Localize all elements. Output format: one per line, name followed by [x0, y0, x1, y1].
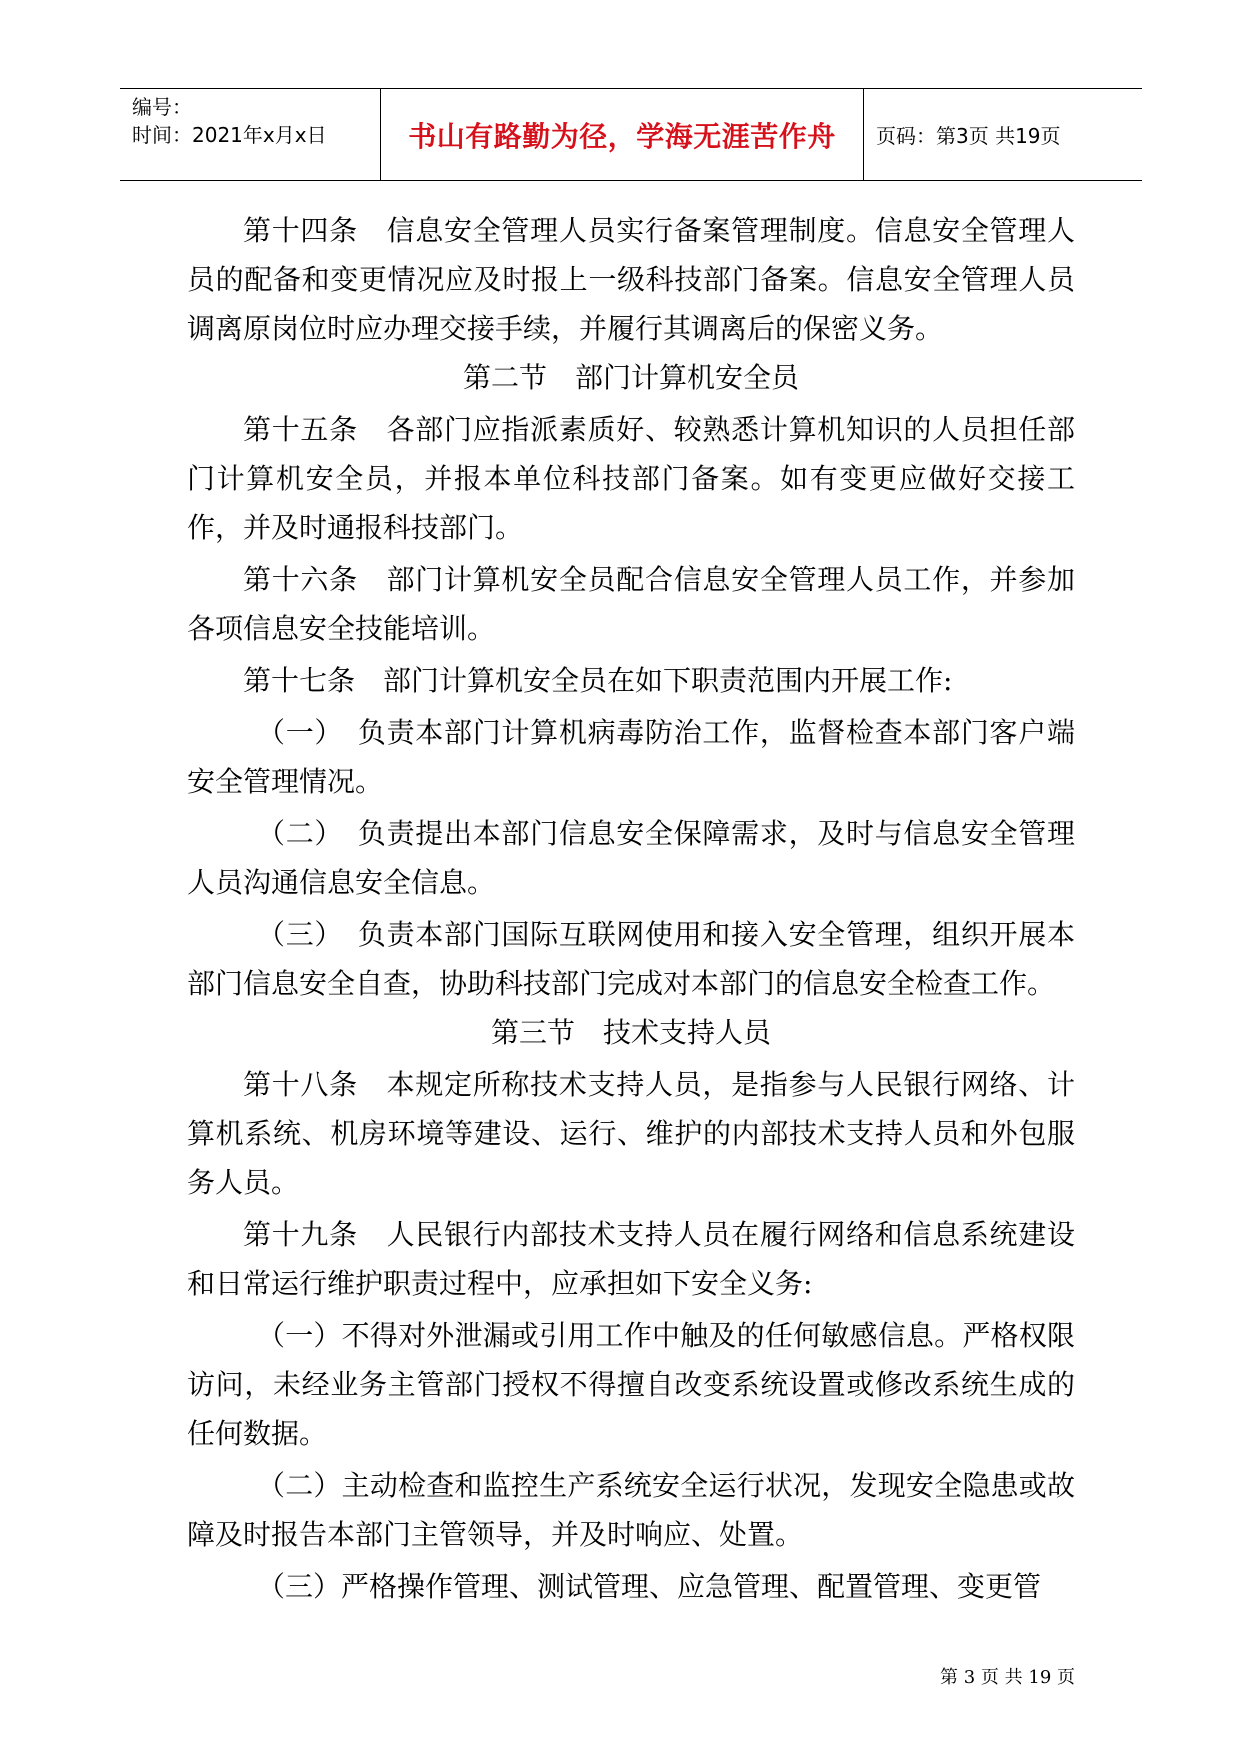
article-18: 第十八条 本规定所称技术支持人员，是指参与人民银行网络、计算机系统、机房环境等建设、运行、维护的内部技术支持人员和外包服务人员。: [187, 1068, 1075, 1199]
article-17-item-1: （一） 负责本部门计算机病毒防治工作，监督检查本部门客户端安全管理情况。: [187, 716, 1075, 798]
document-header: [120, 88, 1142, 181]
article-17: 第十七条 部门计算机安全员在如下职责范围内开展工作:: [243, 664, 953, 697]
article-19-item-2: （二）主动检查和监控生产系统安全运行状况，发现安全隐患或故障及时报告本部门主管领导，并及时响应、处置。: [187, 1469, 1075, 1551]
header-page-code-cell: [864, 89, 1142, 180]
section-heading-2: 第二节 部门计算机安全员: [462, 361, 799, 394]
article-15: 第十五条 各部门应指派素质好、较熟悉计算机知识的人员担任部门计算机安全员，并报本单位科技部门备案。如有变更应做好交接工作，并及时通报科技部门。: [187, 413, 1075, 544]
article-16: 第十六条 部门计算机安全员配合信息安全管理人员工作，并参加各项信息安全技能培训。: [187, 563, 1075, 645]
article-17-item-2: （二） 负责提出本部门信息安全保障需求，及时与信息安全管理人员沟通信息安全信息。: [187, 817, 1075, 899]
article-19-item-1: （一）不得对外泄漏或引用工作中触及的任何敏感信息。严格权限访问，未经业务主管部门授权不得擅自改变系统设置或修改系统生成的任何数据。: [187, 1319, 1075, 1450]
section-heading-3: 第三节 技术支持人员: [490, 1016, 771, 1049]
document-number-label: 编号：: [132, 95, 192, 119]
header-meta: [120, 89, 380, 180]
article-14: 第十四条 信息安全管理人员实行备案管理制度。信息安全管理人员的配备和变更情况应及时报上一级科技部门备案。信息安全管理人员调离原岗位时应办理交接手续，并履行其调离后的保密义务。: [187, 214, 1075, 345]
document-body: [187, 206, 1075, 1611]
document-date: 时间：2021年x月x日: [132, 123, 327, 147]
article-19: 第十九条 人民银行内部技术支持人员在履行网络和信息系统建设和日常运行维护职责过程中，应承担如下安全义务:: [187, 1218, 1075, 1300]
article-19-item-3: （三）严格操作管理、测试管理、应急管理、配置管理、变更管: [257, 1570, 1042, 1603]
page-footer: 第 3 页 共 19 页: [940, 1667, 1075, 1688]
header-motto: 书山有路勤为径，学海无涯苦作舟: [408, 119, 836, 153]
header-page-code: 页码：第3页 共19页: [876, 124, 1061, 148]
article-17-item-3: （三） 负责本部门国际互联网使用和接入安全管理，组织开展本部门信息安全自查，协助科技部门完成对本部门的信息安全检查工作。: [187, 918, 1075, 1000]
header-motto-cell: [380, 89, 864, 180]
